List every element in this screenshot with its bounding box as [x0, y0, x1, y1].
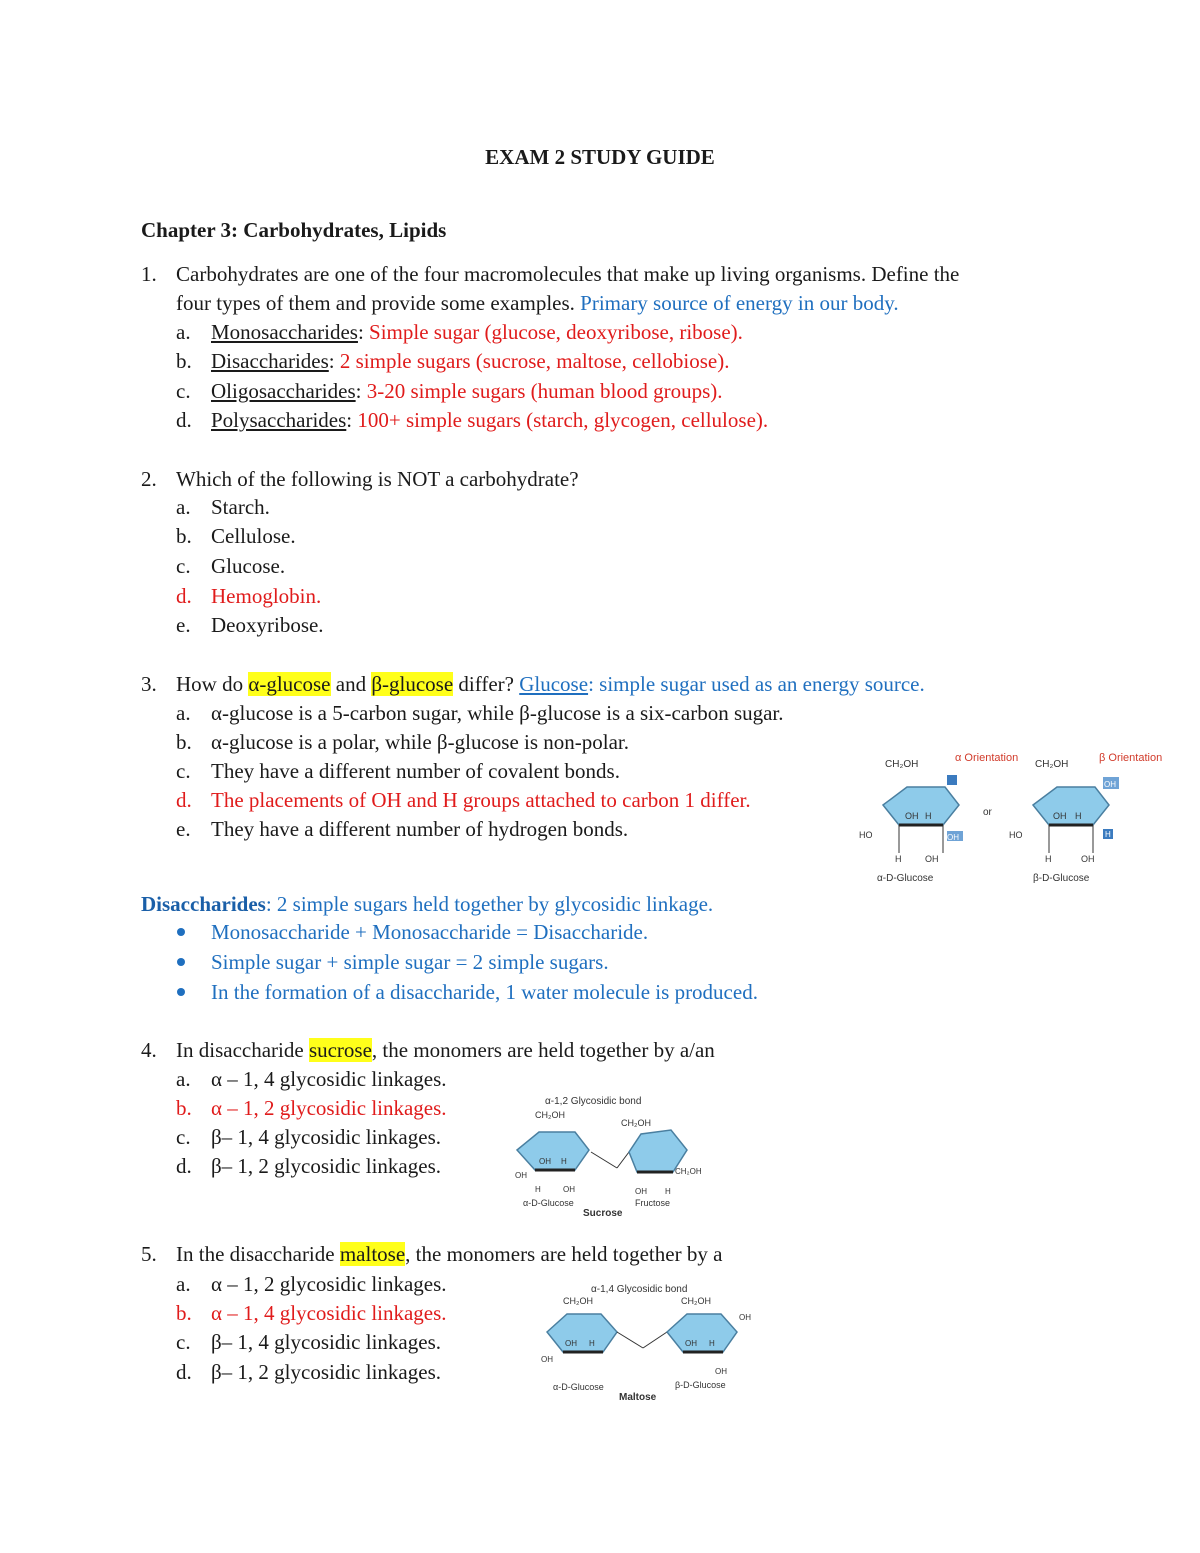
q5-option-c: β– 1, 4 glycosidic linkages. [211, 1330, 441, 1354]
q4-option-d-letter: d. [176, 1154, 192, 1178]
svg-text:OH: OH [947, 833, 959, 842]
or-label: or [983, 807, 992, 818]
q3-option-a: α-glucose is a 5-carbon sugar, while β-glucose is a six-carbon sugar. [211, 701, 784, 725]
svg-text:OH: OH [685, 1339, 697, 1348]
svg-text:CH₂OH: CH₂OH [563, 1296, 593, 1306]
q2-option-b: Cellulose. [211, 524, 296, 548]
svg-text:CH₂OH: CH₂OH [1035, 759, 1069, 770]
q2-option-c: Glucose. [211, 554, 286, 578]
q2-option-d: Hemoglobin. [211, 584, 322, 608]
svg-text:OH: OH [635, 1187, 647, 1196]
svg-text:H: H [1075, 811, 1082, 821]
disaccharides-definition: Disaccharides: 2 simple sugars held together by glycosidic linkage. [141, 892, 714, 916]
svg-text:CH₂OH: CH₂OH [681, 1296, 711, 1306]
svg-text:OH: OH [715, 1367, 727, 1376]
q2-option-a-letter: a. [176, 495, 191, 519]
sucrose-figure [505, 1088, 720, 1220]
q5-number: 5. [141, 1242, 157, 1266]
bullet-dot [177, 958, 185, 966]
svg-text:H: H [665, 1187, 671, 1196]
page-title: EXAM 2 STUDY GUIDE [485, 145, 715, 169]
q1-item-b: Disaccharides: 2 simple sugars (sucrose, maltose, cellobiose). [211, 349, 730, 373]
q3-option-e-letter: e. [176, 817, 191, 841]
svg-text:OH: OH [1053, 811, 1067, 821]
svg-text:OH: OH [1081, 854, 1095, 864]
svg-text:H: H [895, 854, 902, 864]
bullet-dot [177, 928, 185, 936]
q3-text: How do α-glucose and β-glucose differ? Glucose: simple sugar used as an energy source. [176, 672, 925, 696]
q2-option-e: Deoxyribose. [211, 613, 324, 637]
beta-glucose-ring [1009, 752, 1162, 884]
q1-item-b-letter: b. [176, 349, 192, 373]
svg-text:CH₂OH: CH₂OH [621, 1118, 651, 1128]
svg-text:H: H [1105, 830, 1111, 839]
q2-text: Which of the following is NOT a carbohydrate? [176, 467, 579, 491]
svg-text:β-D-Glucose: β-D-Glucose [675, 1380, 726, 1390]
q5-option-c-letter: c. [176, 1330, 191, 1354]
svg-text:OH: OH [541, 1355, 553, 1364]
svg-text:OH: OH [905, 811, 919, 821]
q1-number: 1. [141, 262, 157, 286]
q5-option-b-letter: b. [176, 1301, 192, 1325]
svg-text:α-1,4 Glycosidic bond: α-1,4 Glycosidic bond [591, 1284, 688, 1295]
q3-option-d: The placements of OH and H groups attached to carbon 1 differ. [211, 788, 751, 812]
svg-text:OH: OH [563, 1185, 575, 1194]
q4-option-b-letter: b. [176, 1096, 192, 1120]
q1-item-d-letter: d. [176, 408, 192, 432]
q2-option-e-letter: e. [176, 613, 191, 637]
q5-option-d: β– 1, 2 glycosidic linkages. [211, 1360, 441, 1384]
q2-number: 2. [141, 467, 157, 491]
svg-text:β Orientation: β Orientation [1099, 752, 1163, 764]
q4-option-a: α – 1, 4 glycosidic linkages. [211, 1067, 447, 1091]
svg-text:CH₂OH: CH₂OH [535, 1110, 565, 1120]
svg-text:HO: HO [1009, 830, 1023, 840]
svg-text:OH: OH [515, 1171, 527, 1180]
q4-text: In disaccharide sucrose, the monomers are held together by a/an [176, 1038, 715, 1062]
q5-option-a-letter: a. [176, 1272, 191, 1296]
glucose-orientation-figure [855, 745, 1175, 890]
q4-option-d: β– 1, 2 glycosidic linkages. [211, 1154, 441, 1178]
svg-text:α-1,2 Glycosidic bond: α-1,2 Glycosidic bond [545, 1096, 642, 1107]
q3-option-d-letter: d. [176, 788, 192, 812]
q5-text: In the disaccharide maltose, the monomers are held together by a [176, 1242, 723, 1266]
q3-option-b-letter: b. [176, 730, 192, 754]
bullet-dot [177, 988, 185, 996]
svg-text:OH: OH [925, 854, 939, 864]
q2-option-b-letter: b. [176, 524, 192, 548]
disaccharide-bullet-3: In the formation of a disaccharide, 1 water molecule is produced. [211, 980, 758, 1004]
svg-text:α Orientation: α Orientation [955, 752, 1019, 764]
q5-option-b: α – 1, 4 glycosidic linkages. [211, 1301, 447, 1325]
svg-text:α-D-Glucose: α-D-Glucose [523, 1198, 574, 1208]
svg-text:OH: OH [565, 1339, 577, 1348]
svg-text:OH: OH [1104, 780, 1116, 789]
q4-option-c-letter: c. [176, 1125, 191, 1149]
svg-text:CH₂OH: CH₂OH [675, 1167, 702, 1176]
q3-option-b: α-glucose is a polar, while β-glucose is non-polar. [211, 730, 630, 754]
q4-option-b: α – 1, 2 glycosidic linkages. [211, 1096, 447, 1120]
q1-line2: four types of them and provide some examples. Primary source of energy in our body. [176, 291, 899, 315]
q4-option-a-letter: a. [176, 1067, 191, 1091]
q1-item-a-letter: a. [176, 320, 191, 344]
svg-text:H: H [925, 811, 932, 821]
svg-text:H: H [709, 1339, 715, 1348]
q5-option-d-letter: d. [176, 1360, 192, 1384]
q3-option-e: They have a different number of hydrogen bonds. [211, 817, 629, 841]
svg-text:H: H [561, 1157, 567, 1166]
alpha-glucose-ring [859, 752, 1018, 884]
q1-line1: Carbohydrates are one of the four macromolecules that make up living organisms. Define the [176, 262, 960, 286]
highlight-beta-glucose: β-glucose [371, 672, 454, 696]
q4-option-c: β– 1, 4 glycosidic linkages. [211, 1125, 441, 1149]
q3-option-c-letter: c. [176, 759, 191, 783]
q2-option-d-letter: d. [176, 584, 192, 608]
maltose-figure [535, 1276, 760, 1404]
highlight-sucrose: sucrose [308, 1038, 372, 1062]
q4-number: 4. [141, 1038, 157, 1062]
q3-option-a-letter: a. [176, 701, 191, 725]
svg-text:Maltose: Maltose [619, 1392, 657, 1403]
svg-text:H: H [535, 1185, 541, 1194]
svg-text:CH₂OH: CH₂OH [885, 759, 919, 770]
q1-item-a: Monosaccharides: Simple sugar (glucose, deoxyribose, ribose). [211, 320, 743, 344]
q1-item-c-letter: c. [176, 379, 191, 403]
svg-text:H: H [1045, 854, 1052, 864]
svg-text:OH: OH [739, 1313, 751, 1322]
svg-text:β-D-Glucose: β-D-Glucose [1033, 873, 1090, 884]
highlight-maltose: maltose [339, 1242, 406, 1266]
q1-note: Primary source of energy in our body. [580, 291, 899, 315]
q2-option-c-letter: c. [176, 554, 191, 578]
q3-option-c: They have a different number of covalent bonds. [211, 759, 620, 783]
svg-text:α-D-Glucose: α-D-Glucose [553, 1382, 604, 1392]
disaccharide-bullet-2: Simple sugar + simple sugar = 2 simple sugars. [211, 950, 609, 974]
highlight-alpha-glucose: α-glucose [248, 672, 331, 696]
svg-text:H: H [589, 1339, 595, 1348]
q3-number: 3. [141, 672, 157, 696]
q5-option-a: α – 1, 2 glycosidic linkages. [211, 1272, 447, 1296]
disaccharide-bullet-1: Monosaccharide + Monosaccharide = Disaccharide. [211, 920, 649, 944]
svg-text:α-D-Glucose: α-D-Glucose [877, 873, 934, 884]
q1-item-c: Oligosaccharides: 3-20 simple sugars (human blood groups). [211, 379, 723, 403]
svg-text:HO: HO [859, 830, 873, 840]
q2-option-a: Starch. [211, 495, 270, 519]
svg-text:Fructose: Fructose [635, 1198, 671, 1208]
chapter-heading: Chapter 3: Carbohydrates, Lipids [141, 218, 447, 242]
svg-text:OH: OH [539, 1157, 551, 1166]
svg-text:Sucrose: Sucrose [583, 1208, 623, 1219]
q1-item-d: Polysaccharides: 100+ simple sugars (starch, glycogen, cellulose). [211, 408, 769, 432]
